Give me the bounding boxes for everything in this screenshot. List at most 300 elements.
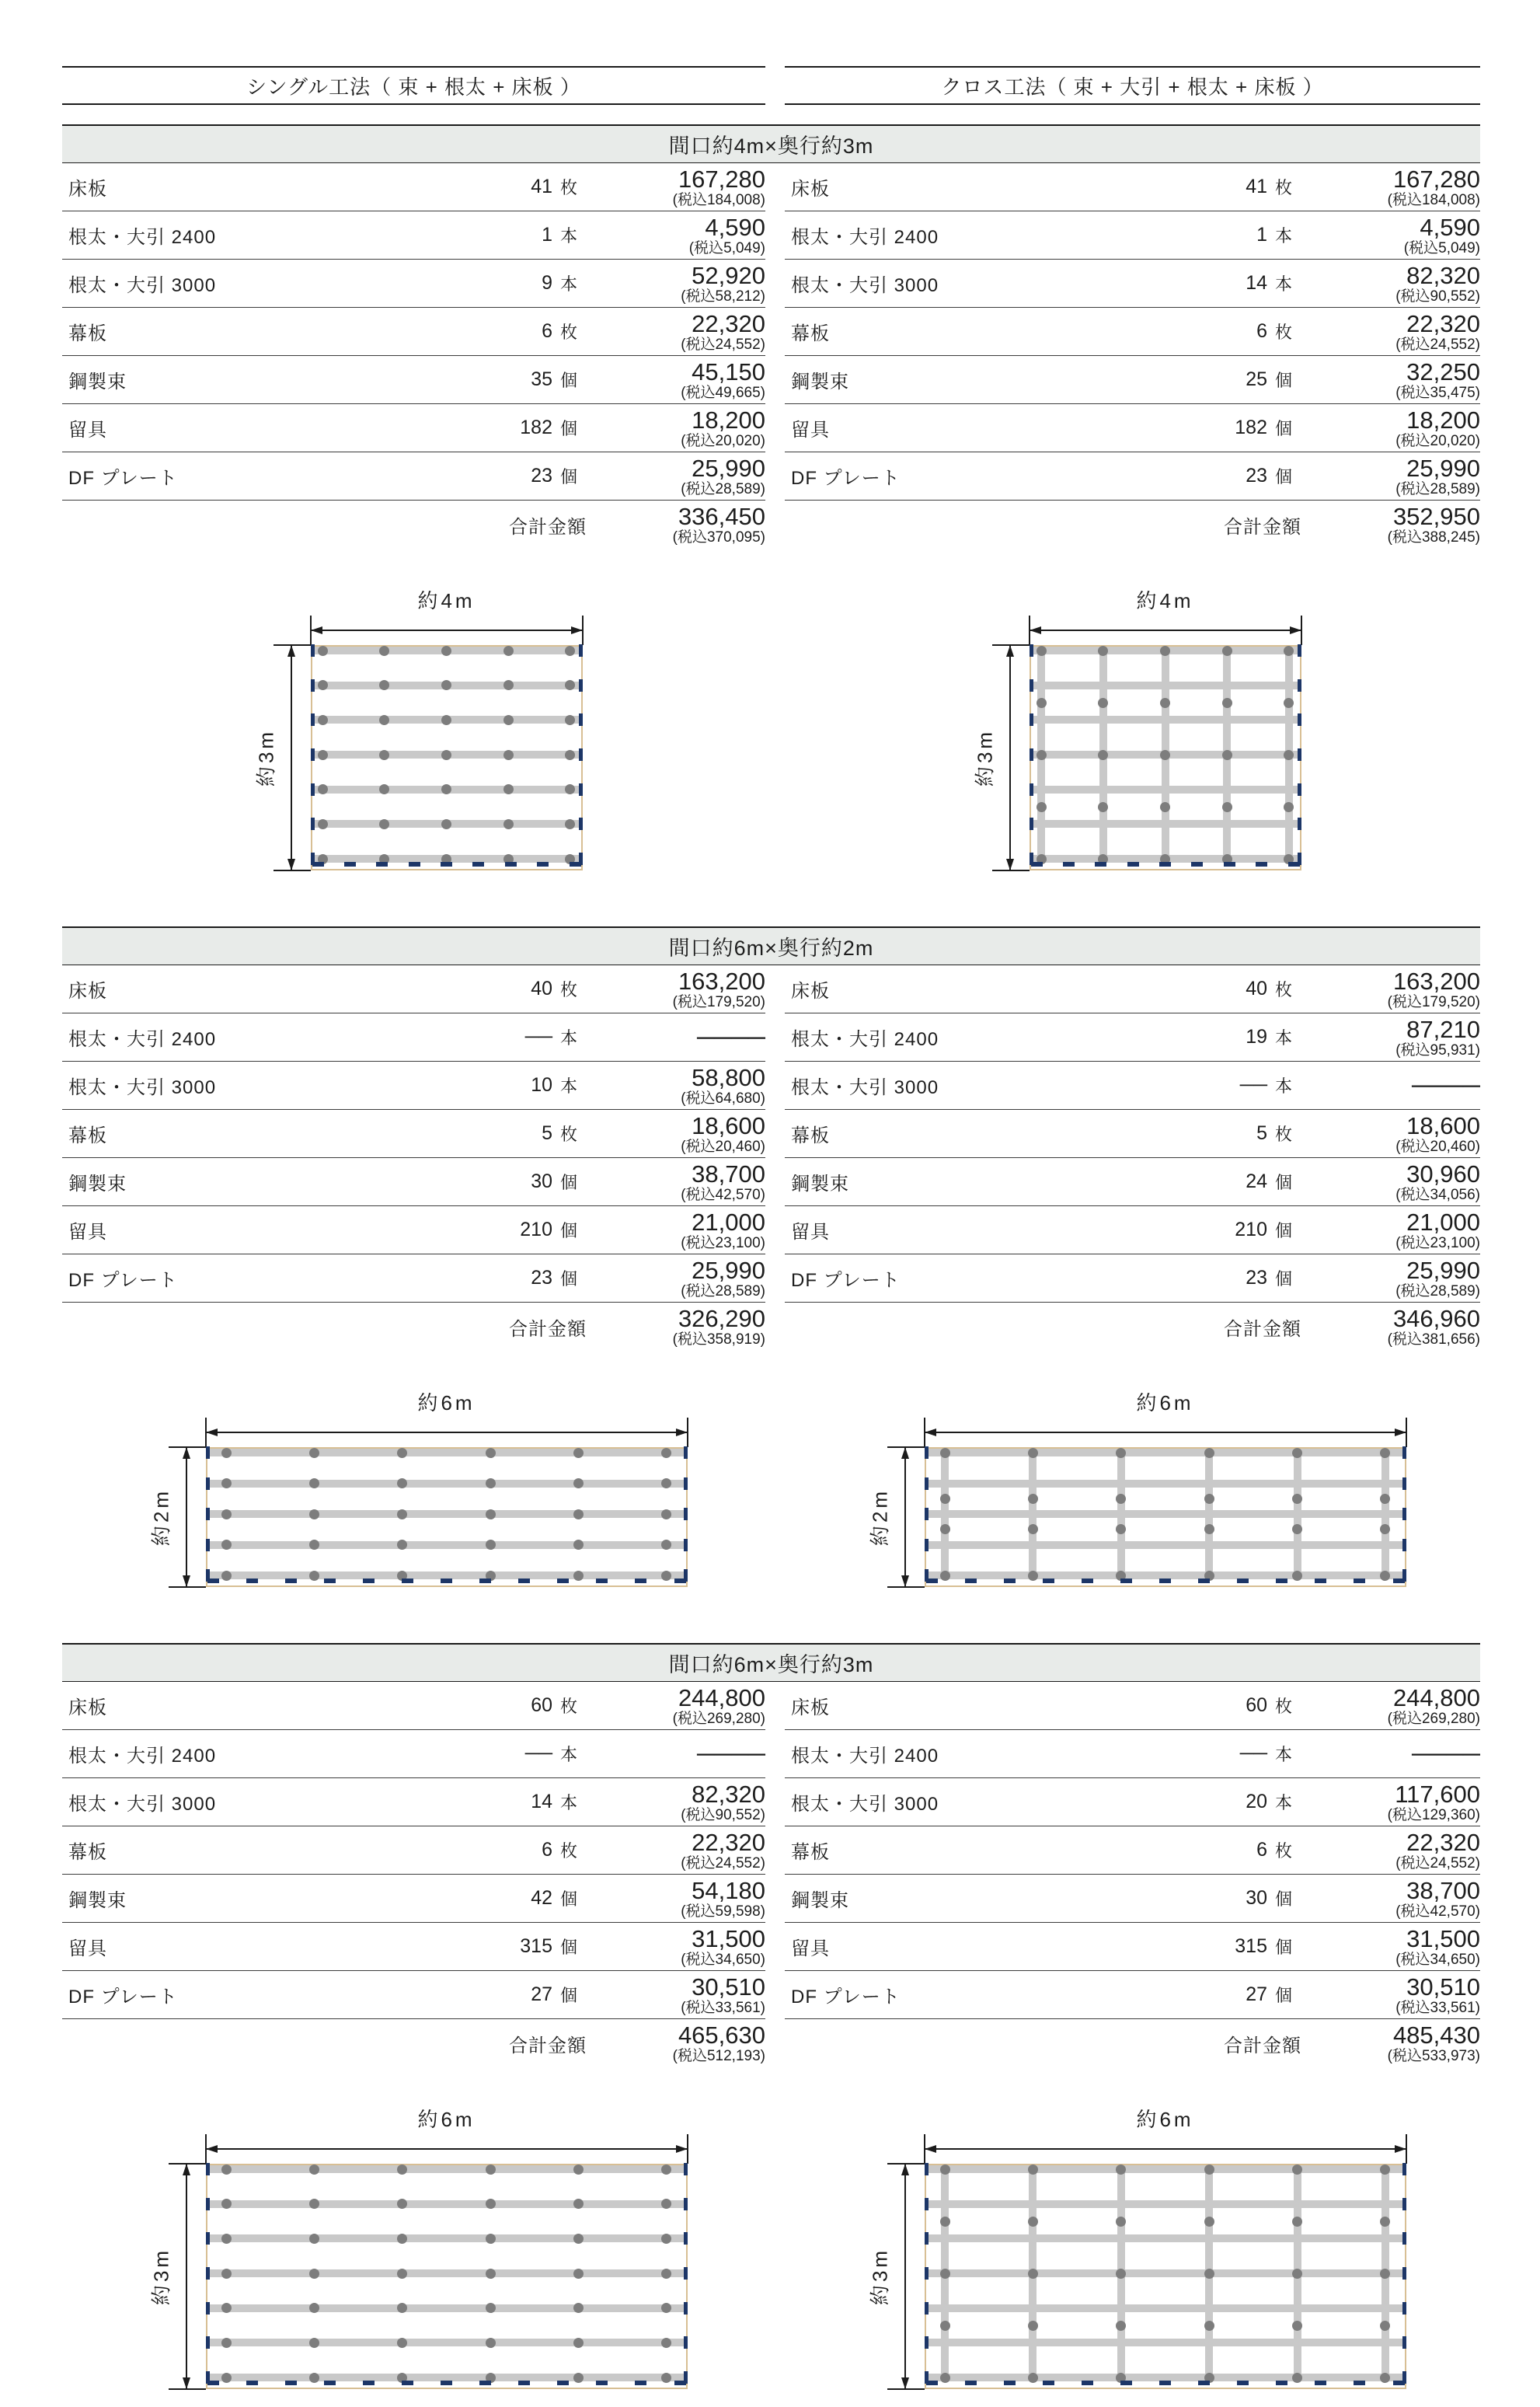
joist-bar: [207, 2165, 686, 2173]
item-unit: 個: [560, 467, 578, 487]
edge-clip-dash: [1315, 1579, 1326, 1583]
edge-clip-dash: [635, 2381, 646, 2385]
post-dot: [940, 1494, 950, 1504]
post-dot: [1028, 2269, 1038, 2279]
joist-bar: [207, 1510, 686, 1518]
post-dot: [1098, 698, 1108, 708]
post-dot: [573, 1540, 584, 1550]
dimension-end-tick: [310, 616, 312, 645]
size-band: [62, 1643, 1480, 1682]
post-dot: [565, 715, 575, 725]
item-price-main: 30,510: [692, 1973, 765, 2001]
total-price-main: 485,430: [1392, 2022, 1480, 2049]
post-dot: [1160, 802, 1170, 812]
post-dot: [1284, 802, 1294, 812]
table-row: [62, 211, 765, 260]
depth-dimension-label: 約3m: [149, 2247, 172, 2306]
item-label: 留具: [68, 1222, 107, 1243]
page-content: [62, 66, 1480, 2389]
post-dot: [1098, 802, 1108, 812]
table-row: [62, 452, 765, 501]
item-price-tax: (税込28,589): [1395, 1282, 1480, 1299]
post-dot: [503, 784, 514, 794]
item-price: [587, 263, 765, 305]
joist-bar: [207, 2304, 686, 2312]
deck-diagram: [141, 2098, 688, 2389]
table-row: [785, 452, 1480, 501]
post-dot: [318, 750, 328, 760]
edge-clip-tick: [684, 2198, 688, 2210]
edge-clip-dash: [409, 862, 420, 867]
item-price: [1301, 1878, 1480, 1920]
dimension-end-tick: [169, 2163, 206, 2165]
item-quantity: ──: [1239, 1074, 1267, 1096]
total-row: [785, 2019, 1480, 2067]
post-dot: [1222, 646, 1232, 656]
edge-clip-tick: [579, 748, 583, 761]
item-unit: 本: [1275, 274, 1293, 294]
width-dimension-arrow: [925, 1432, 1406, 1433]
item-unit: 個: [1275, 371, 1293, 390]
item-price: [587, 1830, 765, 1872]
post-dot: [1380, 2165, 1390, 2175]
edge-clip-tick: [925, 1477, 929, 1490]
item-price-main: 167,280: [678, 165, 765, 193]
edge-clip-dash: [1276, 1579, 1287, 1583]
post-dot: [318, 680, 328, 690]
post-dot: [565, 646, 575, 656]
item-unit: 本: [1275, 1076, 1293, 1096]
item-price: [1301, 1017, 1480, 1059]
edge-clip-tick: [925, 1446, 929, 1459]
edge-clip-dash: [596, 2381, 608, 2385]
edge-clip-tick: [1030, 644, 1033, 657]
edge-clip-dash: [537, 862, 549, 867]
item-label: DF プレート: [791, 1987, 901, 2008]
post-dot: [1204, 1524, 1214, 1534]
item-unit: 枚: [1275, 1125, 1293, 1144]
item-price-tax: (税込42,570): [1395, 1903, 1480, 1920]
joist-bar: [926, 1541, 1405, 1549]
deck-plan: [206, 2164, 688, 2389]
item-label: 鋼製束: [791, 372, 849, 392]
joist-bar: [926, 2304, 1405, 2312]
post-dot: [221, 2269, 232, 2279]
post-dot: [1160, 750, 1170, 760]
post-dot: [221, 2373, 232, 2383]
item-unit: 本: [560, 1076, 578, 1096]
item-unit: 個: [560, 1269, 578, 1289]
edge-clip-dash: [246, 1579, 258, 1583]
dimension-end-tick: [169, 2388, 206, 2390]
edge-clip-tick: [925, 2302, 929, 2315]
post-dot: [573, 1448, 584, 1458]
post-dot: [1292, 1448, 1302, 1458]
item-quantity: 27: [531, 1983, 552, 2005]
item-quantity: 25: [1246, 368, 1267, 390]
total-price-tax: (税込388,245): [1387, 529, 1480, 546]
depth-dimension: [964, 645, 1030, 870]
single-method-diagram: [62, 580, 765, 870]
dimension-end-tick: [1029, 616, 1030, 645]
post-dot: [1284, 750, 1294, 760]
post-dot: [1222, 802, 1232, 812]
single-method-diagram: [62, 2098, 765, 2389]
post-dot: [486, 2269, 496, 2279]
edge-clip-tick: [1030, 818, 1033, 830]
total-price-tax: (税込533,973): [1387, 2048, 1480, 2064]
post-dot: [1028, 2321, 1038, 2331]
item-label: 留具: [791, 1938, 830, 1959]
item-price-main: 18,200: [1406, 406, 1480, 434]
post-dot: [503, 750, 514, 760]
post-dot: [1116, 1494, 1126, 1504]
post-dot: [1292, 2373, 1302, 2383]
post-dot: [1292, 2165, 1302, 2175]
item-price: [587, 215, 765, 256]
post-dot: [503, 646, 514, 656]
item-price-tax: (税込5,049): [688, 239, 765, 256]
joist-bar: [1031, 716, 1300, 724]
item-label: 根太・大引 3000: [68, 275, 217, 296]
item-unit: 本: [1275, 1745, 1293, 1764]
edge-clip-dash: [1224, 862, 1235, 867]
item-price-tax: (税込49,665): [681, 384, 765, 401]
edge-clip-dash: [246, 2381, 258, 2385]
item-label: 床板: [791, 179, 830, 200]
item-price: [1301, 1926, 1480, 1968]
edge-clip-tick: [925, 1539, 929, 1551]
item-price-tax: (税込20,460): [1395, 1138, 1480, 1155]
depth-dimension-arrow: [904, 1447, 906, 1587]
edge-clip-dash: [1191, 862, 1203, 867]
table-row: [62, 1923, 765, 1971]
table-row: [62, 1062, 765, 1110]
item-unit: 本: [560, 1793, 578, 1812]
item-quantity: 6: [1256, 1839, 1267, 1861]
post-dot: [1116, 2165, 1126, 2175]
post-dot: [661, 1571, 671, 1581]
item-price: [587, 359, 765, 401]
edge-clip-tick: [1402, 1446, 1406, 1459]
edge-clip-dash: [1031, 862, 1043, 867]
edge-clip-tick: [684, 1446, 688, 1459]
price-tables: [62, 1682, 1480, 2067]
edge-clip-tick: [206, 1446, 210, 1459]
post-dot: [486, 2303, 496, 2313]
post-dot: [1116, 2321, 1126, 2331]
edge-clip-tick: [206, 2302, 210, 2315]
item-quantity: 182: [520, 417, 552, 438]
width-dimension-label: 約4m: [417, 589, 476, 612]
item-quantity: 30: [531, 1170, 552, 1192]
item-price: [1301, 455, 1480, 497]
width-dimension-arrow: [1030, 630, 1301, 631]
width-dimension: [206, 1382, 688, 1447]
item-price: [587, 1258, 765, 1299]
item-price: [587, 166, 765, 208]
edge-clip-tick: [1298, 713, 1301, 726]
item-quantity: 30: [1246, 1887, 1267, 1909]
joist-bar: [207, 1480, 686, 1488]
item-price: [587, 1209, 765, 1251]
layout-diagrams: [62, 1382, 1480, 1587]
table-row: [62, 965, 765, 1013]
post-dot: [573, 2234, 584, 2244]
edge-clip-tick: [1030, 783, 1033, 796]
post-dot: [1028, 1571, 1038, 1581]
item-price-main: 163,200: [678, 967, 765, 995]
item-unit: 枚: [560, 323, 578, 342]
item-price-tax: (税込23,100): [1395, 1234, 1480, 1251]
edge-clip-dash: [1063, 862, 1075, 867]
item-unit: 個: [560, 1986, 578, 2005]
edge-clip-tick: [1402, 2232, 1406, 2245]
item-price-tax: (税込59,598): [681, 1903, 765, 1920]
item-price-main: 4,590: [705, 213, 765, 241]
edge-clip-dash: [518, 2381, 530, 2385]
size-band: [62, 124, 1480, 163]
item-unit: 個: [1275, 419, 1293, 438]
item-unit: 枚: [560, 1125, 578, 1144]
item-quantity: 60: [531, 1694, 552, 1716]
item-price-main: 82,320: [692, 1780, 765, 1808]
item-price-tax: (税込184,008): [672, 191, 765, 208]
item-price: [1301, 968, 1480, 1010]
post-dot: [1204, 1494, 1214, 1504]
item-price-main: 244,800: [678, 1683, 765, 1711]
item-price-main: 31,500: [1406, 1924, 1480, 1952]
post-dot: [661, 1509, 671, 1519]
edge-clip-dash: [926, 1579, 938, 1583]
post-dot: [221, 1571, 232, 1581]
item-quantity: 5: [1256, 1122, 1267, 1144]
item-quantity: 20: [1246, 1791, 1267, 1812]
post-dot: [221, 2303, 232, 2313]
item-price-tax: (税込33,561): [1395, 1999, 1480, 2016]
edge-clip-dash: [1159, 2381, 1171, 2385]
price-tables: [62, 965, 1480, 1351]
item-quantity: 23: [531, 465, 552, 487]
edge-clip-tick: [1402, 2198, 1406, 2210]
post-dot: [309, 1448, 319, 1458]
dimension-end-tick: [887, 1446, 925, 1448]
post-dot: [221, 2165, 232, 2175]
post-dot: [940, 2165, 950, 2175]
edge-clip-tick: [1402, 2163, 1406, 2175]
item-unit: 枚: [1275, 323, 1293, 342]
cross-method-diagram: [785, 2098, 1480, 2389]
post-dot: [221, 1478, 232, 1488]
item-price-main: 25,990: [692, 454, 765, 482]
post-dot: [1037, 802, 1047, 812]
edge-clip-dash: [965, 1579, 977, 1583]
deck-diagram: [859, 2098, 1406, 2389]
item-price-main: 18,200: [692, 406, 765, 434]
edge-clip-tick: [1030, 713, 1033, 726]
item-label: 鋼製束: [68, 1174, 127, 1195]
edge-clip-dash: [1159, 862, 1171, 867]
post-dot: [573, 1571, 584, 1581]
item-price-tax: (税込34,650): [1395, 1951, 1480, 1968]
cross-method-title: クロス工法（ 束 + 大引 + 根太 + 床板 ）: [941, 75, 1324, 99]
total-price: [1301, 1306, 1480, 1348]
table-row: [785, 1013, 1480, 1062]
edge-clip-tick: [206, 2198, 210, 2210]
joist-bar: [926, 2165, 1405, 2173]
table-row: [785, 356, 1480, 404]
total-price: [587, 504, 765, 546]
item-price-tax: (税込20,020): [681, 432, 765, 449]
total-label: 合計金額: [1224, 516, 1301, 538]
item-price: [1301, 1209, 1480, 1251]
post-dot: [1037, 750, 1047, 760]
item-price: [1301, 1781, 1480, 1823]
width-dimension-arrow: [311, 630, 583, 631]
item-quantity: 6: [542, 320, 552, 342]
total-price-main: 336,450: [678, 503, 765, 530]
post-dot: [503, 819, 514, 829]
item-quantity: 23: [1246, 1267, 1267, 1289]
post-dot: [441, 715, 451, 725]
item-price-main: 22,320: [692, 309, 765, 337]
item-price-tax: (税込24,552): [1395, 1854, 1480, 1872]
table-row: [62, 1206, 765, 1254]
deck-diagram: [964, 580, 1301, 870]
table-row: [785, 308, 1480, 356]
table-row: [62, 1682, 765, 1730]
item-label: 留具: [68, 1938, 107, 1959]
total-price-tax: (税込370,095): [672, 529, 765, 546]
item-price-tax: (税込90,552): [681, 1806, 765, 1823]
item-price: [587, 1065, 765, 1107]
edge-clip-dash: [1198, 1579, 1210, 1583]
item-price-main: 18,600: [692, 1111, 765, 1139]
item-price-main: 22,320: [1406, 1828, 1480, 1856]
item-label: 留具: [791, 1222, 830, 1243]
item-price-tax: (税込24,552): [681, 336, 765, 353]
post-dot: [309, 1478, 319, 1488]
item-price-tax: (税込23,100): [681, 1234, 765, 1251]
item-unit: 個: [1275, 467, 1293, 487]
edge-clip-tick: [925, 1508, 929, 1520]
depth-dimension-label: 約3m: [973, 728, 996, 787]
item-unit: 個: [1275, 1986, 1293, 2005]
item-price: [587, 1878, 765, 1920]
item-price: [1301, 263, 1480, 305]
item-unit: 本: [560, 274, 578, 294]
edge-clip-tick: [925, 2267, 929, 2280]
edge-clip-tick: [206, 2267, 210, 2280]
item-price-tax: (税込184,008): [1387, 191, 1480, 208]
item-price-tax: (税込33,561): [681, 1999, 765, 2016]
dimension-end-tick: [992, 870, 1030, 871]
item-price: [1301, 1974, 1480, 2016]
item-unit: 本: [560, 226, 578, 246]
total-row: [785, 501, 1480, 549]
post-dot: [573, 2269, 584, 2279]
item-price: [1301, 311, 1480, 353]
dimension-end-tick: [992, 644, 1030, 646]
post-dot: [221, 1448, 232, 1458]
edge-clip-dash: [570, 862, 581, 867]
item-unit: 本: [1275, 1028, 1293, 1048]
post-dot: [309, 2165, 319, 2175]
post-dot: [1037, 646, 1047, 656]
post-dot: [1204, 2217, 1214, 2227]
table-row: [785, 1682, 1480, 1730]
total-price: [587, 2022, 765, 2064]
edge-clip-tick: [684, 1508, 688, 1520]
cross-method-table: [785, 163, 1480, 549]
item-price-main: 167,280: [1392, 165, 1480, 193]
table-row: [62, 1013, 765, 1062]
table-row: [62, 1254, 765, 1303]
post-dot: [397, 1448, 407, 1458]
post-dot: [1204, 2269, 1214, 2279]
edge-clip-dash: [557, 1579, 569, 1583]
post-dot: [397, 2269, 407, 2279]
edge-clip-dash: [1082, 2381, 1093, 2385]
post-dot: [1222, 750, 1232, 760]
dimension-end-tick: [887, 1586, 925, 1588]
item-unit: 個: [560, 1221, 578, 1240]
item-quantity: ──: [1239, 1742, 1267, 1764]
cross-method-table: [785, 1682, 1480, 2067]
item-quantity: 41: [1246, 176, 1267, 197]
item-quantity: 10: [531, 1074, 552, 1096]
joist-bar: [926, 2234, 1405, 2242]
joist-bar: [207, 2234, 686, 2242]
edge-clip-dash: [324, 2381, 336, 2385]
dimension-end-tick: [205, 2134, 207, 2164]
post-dot: [486, 1540, 496, 1550]
item-label: 根太・大引 3000: [791, 1077, 939, 1098]
dimension-end-tick: [274, 870, 311, 871]
edge-clip-dash: [1043, 1579, 1054, 1583]
post-dot: [661, 2373, 671, 2383]
dimension-end-tick: [169, 1586, 206, 1588]
item-price-main: 21,000: [1406, 1208, 1480, 1236]
post-dot: [221, 2234, 232, 2244]
edge-clip-dash: [635, 1579, 646, 1583]
table-row: [785, 1923, 1480, 1971]
item-unit: 枚: [560, 178, 578, 197]
edge-clip-tick: [925, 2163, 929, 2175]
edge-clip-dash: [1004, 2381, 1016, 2385]
post-dot: [1380, 2217, 1390, 2227]
dimension-end-tick: [1301, 616, 1302, 645]
edge-clip-tick: [684, 1539, 688, 1551]
item-price-tax: (税込179,520): [672, 993, 765, 1010]
item-label: DF プレート: [68, 1270, 178, 1291]
total-row: [785, 1303, 1480, 1351]
item-label: 床板: [791, 1697, 830, 1718]
edge-clip-tick: [311, 783, 315, 796]
edge-clip-tick: [1298, 783, 1301, 796]
item-price: [587, 1974, 765, 2016]
item-price-main: ────: [1412, 1740, 1480, 1767]
post-dot: [486, 2165, 496, 2175]
item-price: [1301, 1113, 1480, 1155]
total-price: [1301, 2022, 1480, 2064]
item-price: [587, 1024, 765, 1050]
deck-plan: [1030, 645, 1301, 870]
item-unit: 枚: [560, 980, 578, 999]
item-price-main: 38,700: [1406, 1876, 1480, 1904]
edge-clip-dash: [472, 862, 484, 867]
joist-bar: [1031, 820, 1300, 828]
